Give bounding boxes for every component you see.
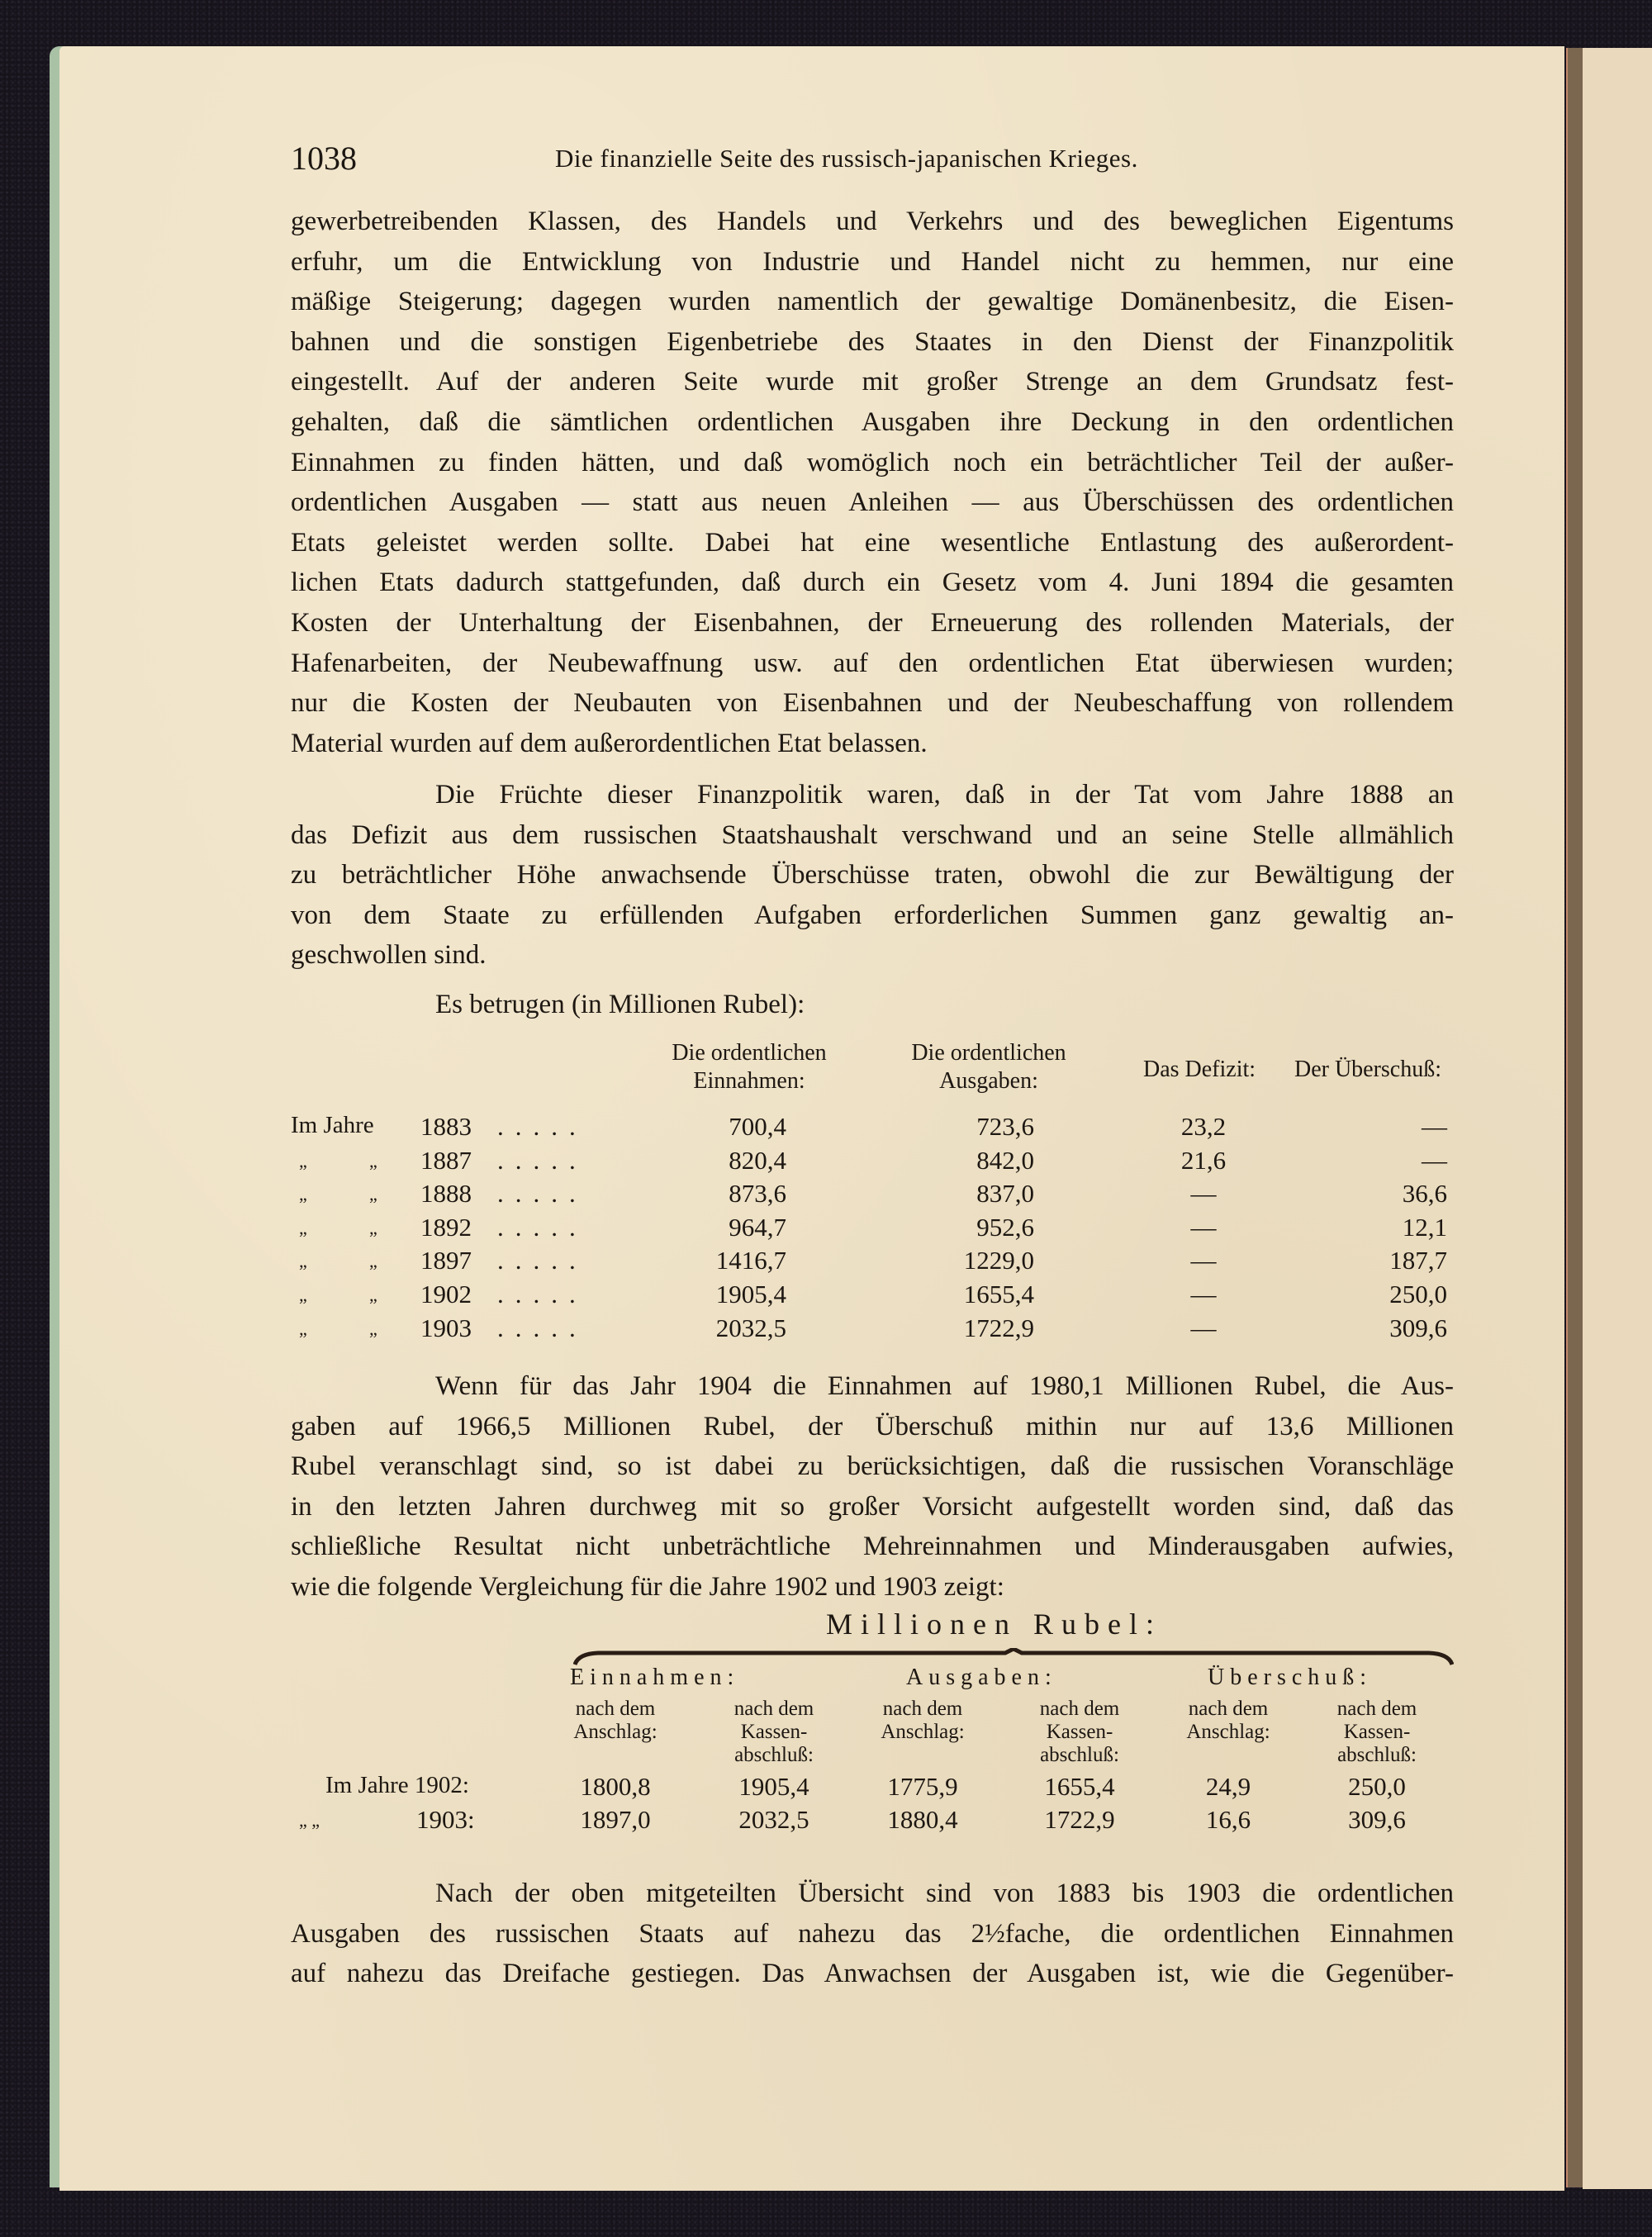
table1-intro: [291, 985, 1454, 1025]
value-cell: 1775,9: [887, 1772, 958, 1801]
text-line: Einnahmen zu finden hätten, und daß womöglich noch ein beträchtlicher Teil der außer-: [291, 447, 1454, 477]
ausgaben-cell: 723,6: [976, 1112, 1034, 1141]
leader-dots: .....: [497, 1145, 587, 1175]
page-gutter-shadow: [1566, 48, 1583, 2187]
table1-header: [291, 1039, 1454, 1112]
defizit-cell: —: [1190, 1212, 1217, 1242]
ausgaben-cell: 1229,0: [963, 1246, 1034, 1275]
text-line: gewerbetreibenden Klassen, des Handels und Verkehrs und des beweglichen Eigentums: [291, 207, 1454, 236]
year-cell: 1902: [420, 1279, 472, 1308]
subheader-cell: [1018, 1698, 1142, 1767]
leader-dots: .....: [497, 1179, 587, 1209]
ueberschuss-cell: 36,6: [1402, 1179, 1447, 1209]
subheader-line: Anschlag:: [573, 1721, 657, 1743]
ditto-mark: „: [299, 1318, 307, 1339]
ueberschuss-cell: 187,7: [1389, 1246, 1447, 1275]
header-einnahmen: [629, 1039, 869, 1095]
table-row: [291, 1313, 1454, 1347]
subheader-line: nach dem: [882, 1698, 963, 1720]
subheader-line: nach dem: [575, 1698, 656, 1720]
defizit-cell: —: [1190, 1313, 1217, 1342]
subheader-line: nach dem: [1188, 1698, 1269, 1720]
table-row: [291, 1280, 1454, 1313]
defizit-cell: 23,2: [1180, 1112, 1227, 1141]
ausgaben-cell: 1722,9: [963, 1313, 1034, 1342]
einnahmen-cell: 2032,5: [715, 1313, 786, 1342]
table2-subheaders: [291, 1698, 1454, 1772]
ditto-mark: „: [299, 1284, 307, 1305]
leader-dots: .....: [497, 1112, 587, 1141]
leader-dots: .....: [497, 1246, 587, 1275]
ueberschuss-cell: 250,0: [1389, 1279, 1447, 1308]
text-line: Nach der oben mitgeteilten Übersicht sind von 1883 bis 1903 die ordentlichen: [435, 1878, 1454, 1908]
ueberschuss-cell: 12,1: [1402, 1212, 1447, 1242]
text-line: von dem Staate zu erfüllenden Aufgaben erforderlichen Summen ganz gewaltig an-: [291, 900, 1454, 930]
defizit-cell: 21,6: [1180, 1145, 1227, 1175]
table-row: [291, 1772, 1454, 1805]
ditto-mark: „: [369, 1284, 377, 1305]
row-label: Im Jahre 1902:: [325, 1772, 469, 1798]
leader-dots: .....: [497, 1279, 587, 1308]
subheader-line: Anschlag:: [1186, 1721, 1270, 1743]
header-einnahmen-line2: Einnahmen:: [693, 1068, 805, 1094]
table1-body: [291, 1112, 1454, 1346]
text-line: ordentlichen Ausgaben — statt aus neuen Anleihen — aus Überschüssen des ordentlichen: [291, 487, 1454, 518]
row-label: Im Jahre: [291, 1112, 374, 1138]
einnahmen-cell: 820,4: [729, 1145, 786, 1175]
year-cell: 1892: [420, 1212, 472, 1242]
ausgaben-cell: 837,0: [976, 1179, 1034, 1209]
ditto-mark: „: [369, 1150, 377, 1171]
value-cell: 1880,4: [887, 1805, 958, 1834]
text-line: geschwollen sind.: [291, 940, 487, 971]
value-cell: 1905,4: [738, 1772, 809, 1801]
year-cell: 1887: [420, 1145, 472, 1175]
ueberschuss-cell: —: [1422, 1145, 1447, 1175]
table-row: [291, 1246, 1454, 1280]
subheader-cell: [1166, 1698, 1290, 1744]
running-title: Die finanzielle Seite des russisch-japanischen Krieges.: [555, 144, 1138, 173]
value-cell: 2032,5: [738, 1805, 809, 1834]
table-row: [291, 1146, 1454, 1180]
ditto-mark: „: [369, 1251, 377, 1272]
subheader-line: abschluß:: [734, 1744, 814, 1766]
subheader-line: nach dem: [733, 1698, 814, 1720]
ausgaben-cell: 1655,4: [963, 1279, 1034, 1308]
ditto-mark: „: [369, 1217, 377, 1238]
value-cell: 1655,4: [1044, 1772, 1115, 1801]
header-defizit: Das Defizit:: [1142, 1057, 1256, 1082]
paragraph-1: [291, 202, 1454, 763]
text-line: eingestellt. Auf der anderen Seite wurde mit großer Strenge an dem Grundsatz fest-: [291, 367, 1454, 397]
year-cell: 1897: [420, 1246, 472, 1275]
paragraph-2: [291, 775, 1454, 976]
revenue-expenditure-table: [291, 1039, 1454, 1346]
table2-brace: [573, 1648, 1454, 1666]
group-einnahmen: Einnahmen:: [570, 1665, 740, 1690]
year-cell: 1888: [420, 1179, 472, 1209]
text-line: Kosten der Unterhaltung der Eisenbahnen, der Erneuerung des rollenden Materials, der: [291, 607, 1454, 638]
text-line: Hafenarbeiten, der Neubewaffnung usw. auf den ordentlichen Etat überwiesen wurden;: [291, 648, 1454, 678]
header-einnahmen-line1: Die ordentlichen: [672, 1040, 827, 1066]
table2-groups: [291, 1665, 1454, 1694]
subheader-line: nach dem: [1039, 1698, 1120, 1720]
ditto-mark: „: [299, 1217, 307, 1238]
paragraph-4: [291, 1874, 1454, 1994]
comparison-table-1902-1903: [291, 1607, 1454, 1855]
header-ueberschuss: Der Überschuß:: [1294, 1057, 1442, 1082]
table-row: [291, 1805, 1454, 1838]
row-label: 1903:: [416, 1805, 475, 1834]
subheader-line: nach dem: [1336, 1698, 1417, 1720]
table-row: [291, 1213, 1454, 1247]
subheader-cell: [553, 1698, 677, 1744]
subheader-cell: [1315, 1698, 1439, 1767]
text-line: gaben auf 1966,5 Millionen Rubel, der Überschuß mithin nur auf 13,6 Millionen: [291, 1411, 1454, 1441]
ditto-mark: „: [299, 1150, 307, 1171]
defizit-cell: —: [1190, 1246, 1217, 1275]
text-line: mäßige Steigerung; dagegen wurden namentlich der gewaltige Domänenbesitz, die Eisen-: [291, 287, 1454, 317]
text-line: lichen Etats dadurch stattgefunden, daß durch ein Gesetz vom 4. Juni 1894 die gesamten: [291, 568, 1454, 598]
subheader-cell: [861, 1698, 985, 1744]
text-line: schließliche Resultat nicht unbeträchtliche Mehreinnahmen und Minderausgaben aufwies,: [291, 1532, 1454, 1562]
ditto-mark: „: [299, 1184, 307, 1205]
leader-dots: .....: [497, 1313, 587, 1342]
header-ausgaben-line2: Ausgaben:: [939, 1068, 1038, 1094]
einnahmen-cell: 1416,7: [715, 1246, 786, 1275]
value-cell: 1800,8: [580, 1772, 651, 1801]
text-line: das Defizit aus dem russischen Staatshaushalt verschwand und an seine Stelle allmählich: [291, 819, 1454, 850]
defizit-cell: —: [1190, 1179, 1217, 1209]
text-line: wie die folgende Vergleichung für die Jahre 1902 und 1903 zeigt:: [291, 1571, 1004, 1602]
subheader-line: Kassen-: [1343, 1721, 1411, 1743]
header-ausgaben: [869, 1039, 1108, 1095]
value-cell: 16,6: [1205, 1805, 1251, 1834]
page-number: 1038: [291, 140, 357, 177]
text-line: zu beträchtlicher Höhe anwachsende Überschüsse traten, obwohl die zur Bewältigung der: [291, 860, 1454, 891]
ueberschuss-cell: —: [1422, 1112, 1447, 1141]
group-ausgaben: Ausgaben:: [906, 1665, 1057, 1690]
defizit-cell: —: [1190, 1279, 1217, 1308]
einnahmen-cell: 700,4: [729, 1112, 786, 1141]
table-row: [291, 1179, 1454, 1213]
ditto-marks: „ „: [299, 1810, 320, 1831]
subheader-cell: [712, 1698, 836, 1767]
text-line: Die Früchte dieser Finanzpolitik waren, daß in der Tat vom Jahre 1888 an: [435, 780, 1454, 810]
paragraph-3: [291, 1366, 1454, 1608]
text-line: bahnen und die sonstigen Eigenbetriebe des Staates in den Dienst der Finanzpolitik: [291, 326, 1454, 357]
text-line: Etats geleistet werden sollte. Dabei hat eine wesentliche Entlastung des außerordent-: [291, 527, 1454, 558]
subheader-line: Kassen-: [1046, 1721, 1113, 1743]
ditto-mark: „: [299, 1251, 307, 1272]
text-line: Material wurden auf dem außerordentlichen Etat belassen.: [291, 728, 928, 758]
text-line: Ausgaben des russischen Staats auf nahezu das 2½fache, die ordentlichen Einnahmen: [291, 1918, 1454, 1949]
ausgaben-cell: 842,0: [976, 1145, 1034, 1175]
value-cell: 309,6: [1348, 1805, 1406, 1834]
ditto-mark: „: [369, 1318, 377, 1339]
year-cell: 1903: [420, 1313, 472, 1342]
table2-title: Millionen Rubel:: [826, 1608, 1162, 1641]
value-cell: 1722,9: [1044, 1805, 1115, 1834]
einnahmen-cell: 1905,4: [715, 1279, 786, 1308]
text-line: in den letzten Jahren durchweg mit so großer Vorsicht aufgestellt worden sind, daß das: [291, 1491, 1454, 1522]
ausgaben-cell: 952,6: [976, 1212, 1034, 1242]
text-line: Es betrugen (in Millionen Rubel):: [435, 990, 805, 1019]
einnahmen-cell: 964,7: [729, 1212, 786, 1242]
text-line: erfuhr, um die Entwicklung von Industrie und Handel nicht zu hemmen, nur eine: [291, 246, 1454, 277]
table-row: [291, 1112, 1454, 1146]
header-ausgaben-line1: Die ordentlichen: [911, 1040, 1066, 1066]
leader-dots: .....: [497, 1212, 587, 1242]
group-ueberschuss: Überschuß:: [1208, 1665, 1373, 1690]
subheader-line: abschluß:: [1337, 1744, 1417, 1766]
value-cell: 24,9: [1205, 1772, 1251, 1801]
subheader-line: Anschlag:: [881, 1721, 965, 1743]
subheader-line: Kassen-: [740, 1721, 808, 1743]
value-cell: 250,0: [1348, 1772, 1406, 1801]
text-line: nur die Kosten der Neubauten von Eisenbahnen und der Neubeschaffung von rollendem: [291, 688, 1454, 719]
ueberschuss-cell: 309,6: [1389, 1313, 1447, 1342]
ditto-mark: „: [369, 1184, 377, 1205]
subheader-line: abschluß:: [1040, 1744, 1119, 1766]
value-cell: 1897,0: [580, 1805, 651, 1834]
year-cell: 1883: [420, 1112, 472, 1141]
adjacent-page-edge: [1583, 48, 1652, 2189]
text-line: Rubel veranschlagt sind, so ist dabei zu berücksichtigen, daß die russischen Voranschläge: [291, 1451, 1454, 1482]
text-line: auf nahezu das Dreifache gestiegen. Das Anwachsen der Ausgaben ist, wie die Gegenüber-: [291, 1959, 1454, 1989]
einnahmen-cell: 873,6: [729, 1179, 786, 1209]
text-line: Wenn für das Jahr 1904 die Einnahmen auf 1980,1 Millionen Rubel, die Aus-: [435, 1371, 1454, 1401]
text-line: gehalten, daß die sämtlichen ordentlichen Ausgaben ihre Deckung in den ordentlichen: [291, 406, 1454, 437]
page-header: [291, 139, 1454, 180]
